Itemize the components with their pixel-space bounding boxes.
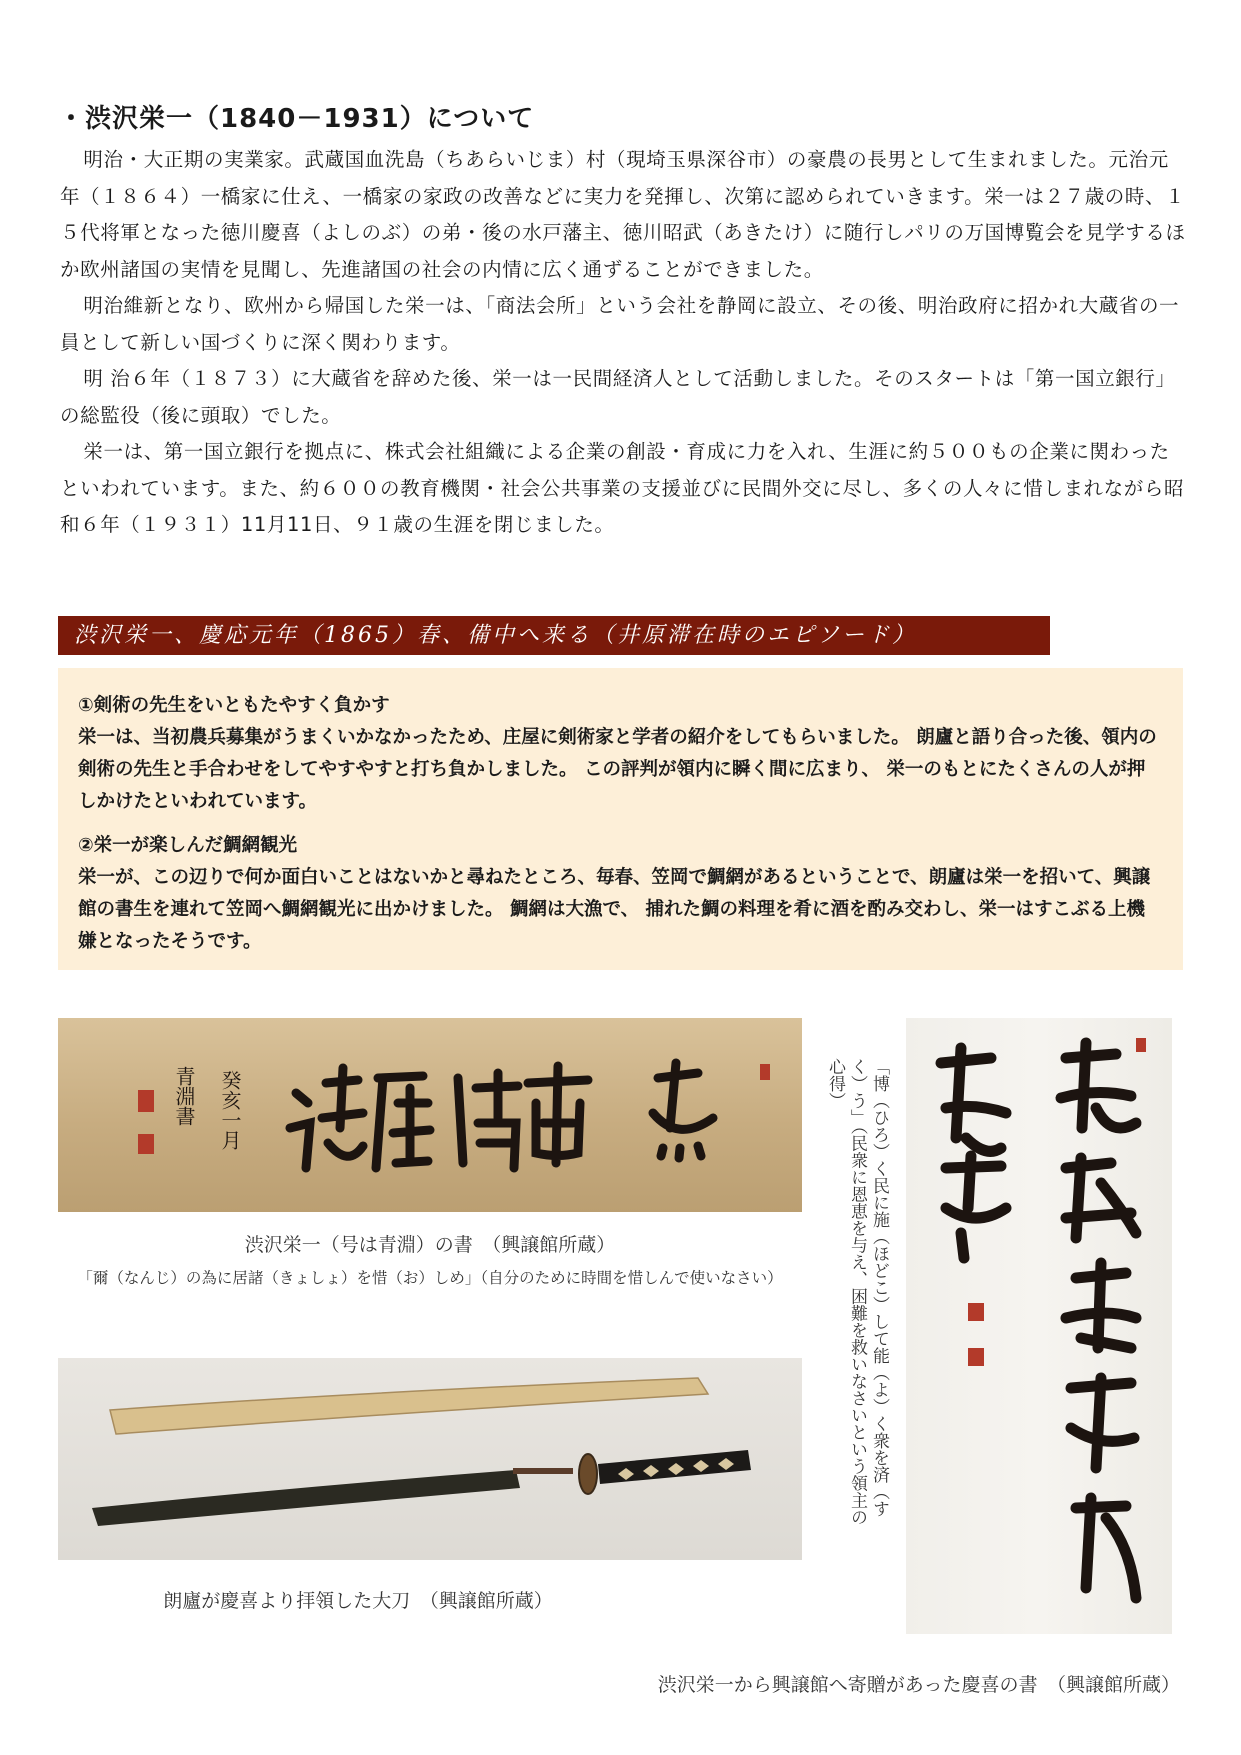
calligraphy-subcaption: 「爾（なんじ）の為に居諸（きょしょ）を惜（お）しめ」（自分のために時間を惜しんで使いなさい）	[77, 1269, 783, 1287]
seal-stamp	[968, 1303, 984, 1321]
scroll-photo	[906, 1018, 1172, 1634]
seal-stamp	[760, 1064, 770, 1080]
bio-paragraph: 明 治６年（１８７３）に大蔵省を辞めた後、栄一は一民間経済人として活動しました。そのスタートは「第一国立銀行」の総監役（後に頭取）でした。	[60, 367, 1176, 427]
calligraphy-caption: 渋沢栄一（号は青淵）の書 （興譲館所蔵）	[244, 1234, 616, 1256]
scroll-vertical-caption: 「博（ひろ）く民に施（ほどこ）して能（よ）く衆を済（すく）う」（民衆に恩恵を与え、困難を救いなさいという領主の心得）	[825, 1058, 889, 1526]
sageo-cord	[513, 1468, 573, 1474]
seal-stamp	[138, 1134, 154, 1154]
calligraphy-horizontal-svg	[58, 1018, 802, 1212]
sword-photo	[58, 1358, 802, 1560]
calligraphy-horizontal-photo	[58, 1018, 802, 1212]
seal-stamp	[968, 1348, 984, 1366]
sword-caption: 朗廬が慶喜より拝領した大刀 （興譲館所蔵）	[163, 1590, 553, 1612]
biography	[60, 142, 1186, 544]
episode-title: ①剣術の先生をいともたやすく負かす	[78, 695, 390, 716]
episodes-box	[58, 668, 1183, 970]
calligraphy-brushstrokes	[290, 1063, 713, 1168]
episode-text: 栄一が、この辺りで何か面白いことはないかと尋ねたところ、毎春、笠岡で鯛網があるということで、朗廬は栄一を招いて、興譲館の書生を連れて笠岡へ鯛網観光に出かけました。 鯛網は大漁で、 捕れた鯛の料理を肴に酒を酌み交わし、栄一はすこぶる上機嫌となったそうです。	[78, 867, 1151, 952]
episode-text: 栄一は、当初農兵募集がうまくいかなかったため、庄屋に剣術家と学者の紹介をしてもらいました。 朗廬と語り合った後、領内の剣術の先生と手合わせをしてやすやすと打ち負かしました。 この評判が領内に瞬く間に広まり、 栄一のもとにたくさんの人が押しかけたといわれています。	[78, 727, 1157, 812]
page-heading: ・渋沢栄一（1840－1931）について	[58, 104, 535, 134]
shirasaya-scabbard	[110, 1378, 708, 1434]
episode-banner: 渋沢栄一、慶応元年（1865）春、備中へ来る（井原滞在時のエピソード）	[58, 616, 1050, 655]
bio-paragraph: 明治維新となり、欧州から帰国した栄一は、「商法会所」という会社を静岡に設立、その後、明治政府に招かれ大蔵省の一員として新しい国づくりに深く関わります。	[60, 294, 1180, 354]
inscription-text: 癸亥一月	[218, 1070, 242, 1150]
seal-stamp	[1136, 1038, 1146, 1052]
signature-text: 青淵書	[172, 1066, 196, 1126]
bio-paragraph: 栄一は、第一国立銀行を拠点に、株式会社組織による企業の創設・育成に力を入れ、生涯に約５００もの企業に関わったといわれています。また、約６００の教育機関・社会公共事業の支援並びに民間外交に尽し、多くの人々に惜しまれながら昭和６年（１９３１）11月11日、９１歳の生涯を閉じました。	[60, 440, 1185, 536]
episode-title: ②栄一が楽しんだ鯛網観光	[78, 835, 298, 856]
sword-svg	[58, 1358, 802, 1560]
bio-paragraph: 明治・大正期の実業家。武蔵国血洗島（ちあらいじま）村（現埼玉県深谷市）の豪農の長男として生まれました。元治元年（１８６４）一橋家に仕え、一橋家の家政の改善などに実力を発揮し、次第に認められていきます。栄一は２７歳の時、１５代将軍となった徳川慶喜（よしのぶ）の弟・後の水戸藩主、徳川昭武（あきたけ）に随行しパリの万国博覧会を見学するほか欧州諸国の実情を見聞し、先進諸国の社会の内情に広く通ずることができました。	[60, 148, 1186, 281]
tsuba-guard	[579, 1454, 597, 1494]
sword-scabbard	[92, 1470, 520, 1526]
scroll-caption: 渋沢栄一から興譲館へ寄贈があった慶喜の書 （興譲館所蔵）	[657, 1674, 1180, 1696]
seal-stamp	[138, 1090, 154, 1112]
scroll-svg	[906, 1018, 1172, 1634]
